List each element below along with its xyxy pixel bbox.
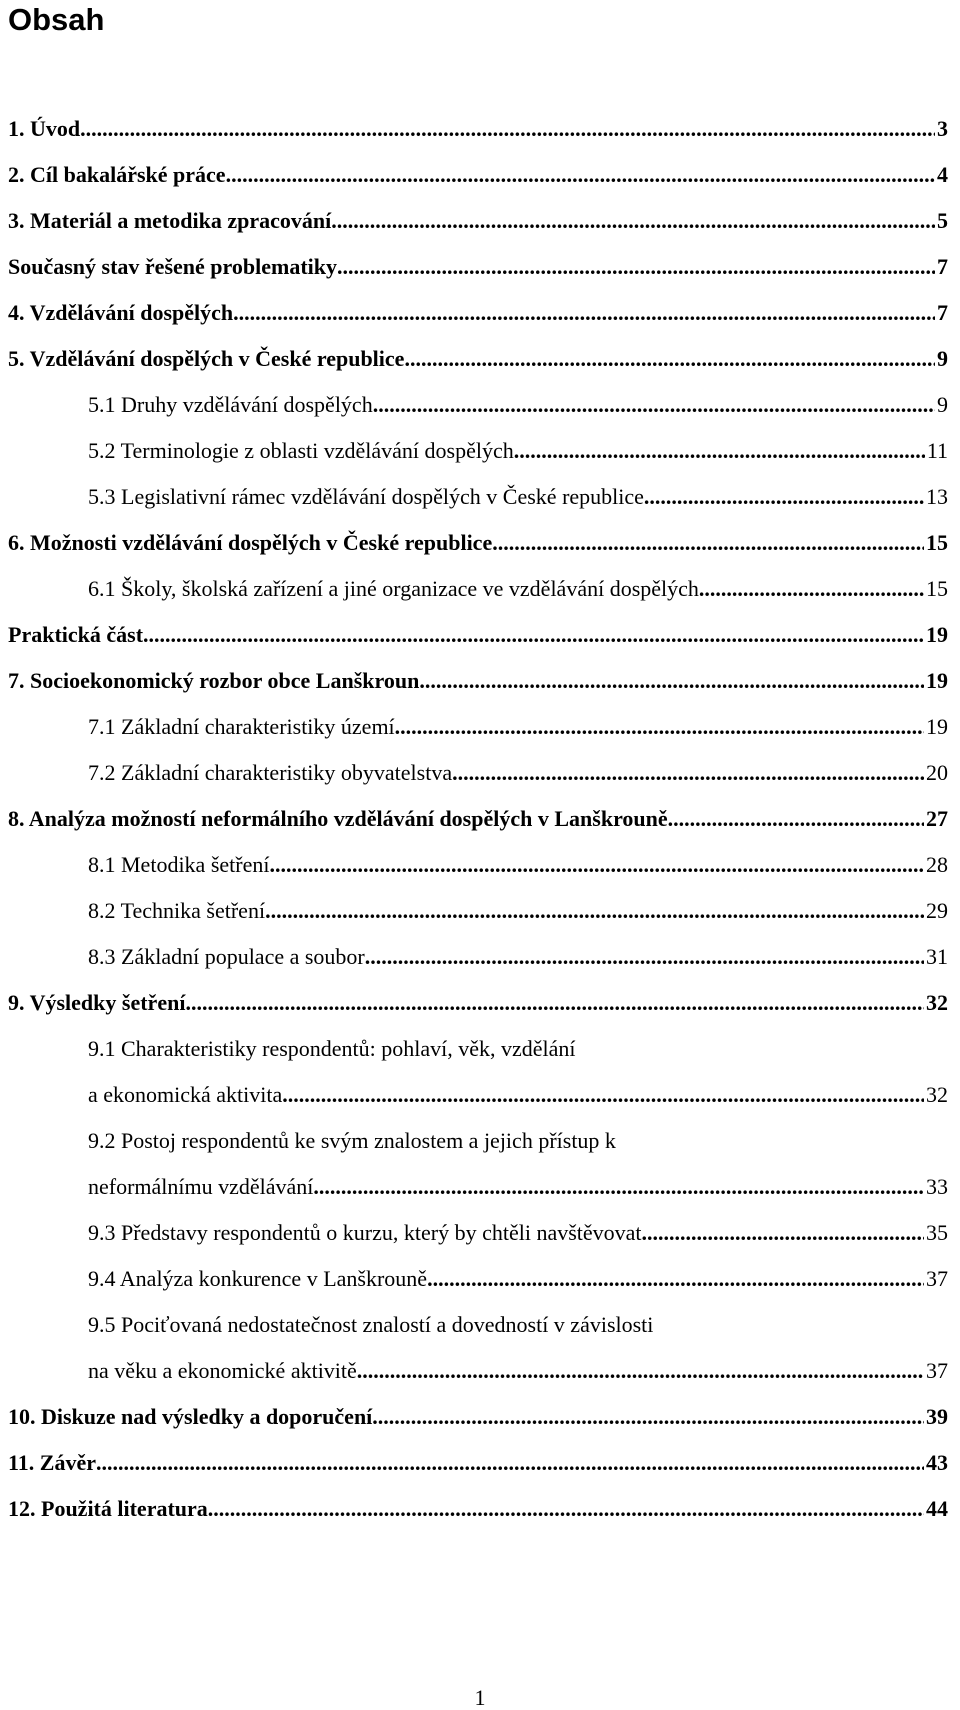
toc-entry-page: 19 bbox=[926, 714, 948, 739]
toc-dot-leader bbox=[337, 250, 935, 284]
toc-dot-leader bbox=[357, 1354, 924, 1388]
toc-dot-leader bbox=[404, 342, 935, 376]
toc-entry-label: 8.2 Technika šetření bbox=[88, 898, 266, 923]
toc-entry[interactable] bbox=[8, 664, 948, 698]
toc-entry-label: 6.1 Školy, školská zařízení a jiné organizace ve vzdělávání dospělých bbox=[88, 576, 699, 601]
toc-entry[interactable] bbox=[8, 986, 948, 1020]
toc-entry[interactable] bbox=[88, 1262, 948, 1296]
toc-dot-leader bbox=[96, 1446, 924, 1480]
toc-entry[interactable] bbox=[8, 158, 948, 192]
toc-dot-leader bbox=[699, 572, 924, 606]
toc-entry-label: a ekonomická aktivita bbox=[88, 1082, 283, 1107]
toc-entry-page: 7 bbox=[937, 300, 948, 325]
toc-entry-page: 5 bbox=[937, 208, 948, 233]
toc-entry-label: 9.3 Představy respondentů o kurzu, který by chtěli navštěvovat bbox=[88, 1220, 642, 1245]
toc-dot-leader bbox=[233, 296, 935, 330]
toc-entry-page: 32 bbox=[926, 990, 948, 1015]
toc-entry-label: Současný stav řešené problematiky bbox=[8, 254, 337, 279]
toc-entry-page: 31 bbox=[926, 944, 948, 969]
toc-dot-leader bbox=[313, 1170, 924, 1204]
toc-dot-leader bbox=[668, 802, 924, 836]
toc-entry[interactable] bbox=[88, 434, 948, 468]
toc-dot-leader bbox=[452, 756, 924, 790]
toc-entry[interactable] bbox=[88, 1124, 948, 1158]
toc-entry-page: 32 bbox=[926, 1082, 948, 1107]
toc-entry-page: 37 bbox=[926, 1358, 948, 1383]
toc-entry-page: 15 bbox=[926, 530, 948, 555]
page-number: 1 bbox=[474, 1685, 486, 1710]
toc-entry[interactable] bbox=[88, 1216, 948, 1250]
toc-entry-label: 11. Závěr bbox=[8, 1450, 96, 1475]
toc-entry-label: 9.4 Analýza konkurence v Lanškrouně bbox=[88, 1266, 428, 1291]
toc-entry-label: 7.1 Základní charakteristiky území bbox=[88, 714, 395, 739]
toc-entry-page: 15 bbox=[926, 576, 948, 601]
toc-entry-page: 28 bbox=[926, 852, 948, 877]
toc-entry-label: 6. Možnosti vzdělávání dospělých v České republice bbox=[8, 530, 493, 555]
toc-dot-leader bbox=[80, 112, 935, 146]
toc-entry[interactable] bbox=[8, 1400, 948, 1434]
toc-entry[interactable] bbox=[8, 204, 948, 238]
toc-entry-label: 5.3 Legislativní rámec vzdělávání dospělých v České republice bbox=[88, 484, 644, 509]
toc-entry[interactable] bbox=[8, 1446, 948, 1480]
toc-entry-label: 10. Diskuze nad výsledky a doporučení bbox=[8, 1404, 373, 1429]
toc-dot-leader bbox=[265, 894, 924, 928]
toc-entry[interactable] bbox=[88, 1308, 948, 1342]
toc-entry-label: 5. Vzdělávání dospělých v České republice bbox=[8, 346, 405, 371]
toc-entry-label: 2. Cíl bakalářské práce bbox=[8, 162, 226, 187]
toc-entry[interactable] bbox=[88, 1078, 948, 1112]
toc-dot-leader bbox=[185, 986, 924, 1020]
toc-entry-page: 33 bbox=[926, 1174, 948, 1199]
toc-entry-page: 39 bbox=[926, 1404, 948, 1429]
toc-entry[interactable] bbox=[88, 480, 948, 514]
toc-dot-leader bbox=[395, 710, 924, 744]
toc-dot-leader bbox=[644, 480, 924, 514]
toc-entry-page: 4 bbox=[937, 162, 948, 187]
toc-entry-page: 11 bbox=[926, 438, 948, 463]
toc-entry-page: 3 bbox=[937, 116, 948, 141]
toc-entry[interactable] bbox=[8, 526, 948, 560]
toc-entry-page: 37 bbox=[926, 1266, 948, 1291]
toc-dot-leader bbox=[365, 940, 924, 974]
toc-entry-page: 27 bbox=[926, 806, 948, 831]
toc-entry-label: 12. Použitá literatura bbox=[8, 1496, 208, 1521]
toc-entry-page: 43 bbox=[926, 1450, 948, 1475]
toc-dot-leader bbox=[282, 1078, 924, 1112]
toc-entry[interactable] bbox=[88, 1032, 948, 1066]
toc-dot-leader bbox=[514, 434, 925, 468]
toc-entry[interactable] bbox=[8, 112, 948, 146]
toc-entry-page: 20 bbox=[926, 760, 948, 785]
toc-entry-label: Praktická část bbox=[8, 622, 144, 647]
toc-entry-label: 5.2 Terminologie z oblasti vzdělávání dospělých bbox=[88, 438, 514, 463]
page-title: Obsah bbox=[8, 2, 105, 37]
toc-entry-label: 8.3 Základní populace a soubor bbox=[88, 944, 365, 969]
toc-entry-label: 9.2 Postoj respondentů ke svým znalostem a jejich přístup k bbox=[88, 1128, 616, 1153]
toc-entry-page: 19 bbox=[926, 622, 948, 647]
toc-entry-label: 9.1 Charakteristiky respondentů: pohlaví, věk, vzdělání bbox=[88, 1036, 576, 1061]
toc-entry[interactable] bbox=[8, 618, 948, 652]
toc-entry[interactable] bbox=[8, 250, 948, 284]
toc-entry-label: 8.1 Metodika šetření bbox=[88, 852, 270, 877]
toc-entry-label: 4. Vzdělávání dospělých bbox=[8, 300, 234, 325]
toc-entry[interactable] bbox=[88, 1354, 948, 1388]
toc-dot-leader bbox=[269, 848, 924, 882]
toc-entry-page: 35 bbox=[926, 1220, 948, 1245]
toc-entry-page: 13 bbox=[926, 484, 948, 509]
toc-entry[interactable] bbox=[8, 296, 948, 330]
toc-entry[interactable] bbox=[88, 940, 948, 974]
toc-dot-leader bbox=[642, 1216, 924, 1250]
toc-entry-label: 7.2 Základní charakteristiky obyvatelstva bbox=[88, 760, 453, 785]
toc-entry-page: 9 bbox=[937, 346, 948, 371]
toc-entry[interactable] bbox=[88, 894, 948, 928]
toc-entry[interactable] bbox=[88, 1170, 948, 1204]
toc-dot-leader bbox=[143, 618, 924, 652]
toc-entry[interactable] bbox=[88, 388, 948, 422]
toc-dot-leader bbox=[372, 1400, 924, 1434]
toc-entry-page: 44 bbox=[926, 1496, 948, 1521]
toc-entry[interactable] bbox=[88, 710, 948, 744]
toc-dot-leader bbox=[226, 158, 935, 192]
toc-dot-leader bbox=[208, 1492, 924, 1526]
toc-dot-leader bbox=[373, 388, 935, 422]
toc-entry-page: 7 bbox=[937, 254, 948, 279]
toc-entry-label: 3. Materiál a metodika zpracování bbox=[8, 208, 332, 233]
toc-entry[interactable] bbox=[88, 572, 948, 606]
toc-entry-label: na věku a ekonomické aktivitě bbox=[88, 1358, 357, 1383]
toc-entry-page: 19 bbox=[926, 668, 948, 693]
toc-entry[interactable] bbox=[8, 1492, 948, 1526]
toc-dot-leader bbox=[492, 526, 924, 560]
toc-dot-leader bbox=[419, 664, 924, 698]
toc-entry-label: 8. Analýza možností neformálního vzdělávání dospělých v Lanškrouně bbox=[8, 806, 668, 831]
toc-entry-label: 5.1 Druhy vzdělávání dospělých bbox=[88, 392, 373, 417]
toc-dot-leader bbox=[331, 204, 935, 238]
toc-entry[interactable] bbox=[8, 802, 948, 836]
toc-entry[interactable] bbox=[8, 342, 948, 376]
toc-entry-label: 9. Výsledky šetření bbox=[8, 990, 186, 1015]
toc-entry-label: neformálnímu vzdělávání bbox=[88, 1174, 314, 1199]
toc-entry-label: 9.5 Pociťovaná nedostatečnost znalostí a dovedností v závislosti bbox=[88, 1312, 654, 1337]
toc-dot-leader bbox=[427, 1262, 924, 1296]
toc-entry-label: 1. Úvod bbox=[8, 116, 81, 141]
toc-entry[interactable] bbox=[88, 756, 948, 790]
toc-entry-page: 29 bbox=[926, 898, 948, 923]
toc-entry[interactable] bbox=[88, 848, 948, 882]
toc-entry-label: 7. Socioekonomický rozbor obce Lanškroun bbox=[8, 668, 420, 693]
toc-entry-page: 9 bbox=[937, 392, 948, 417]
